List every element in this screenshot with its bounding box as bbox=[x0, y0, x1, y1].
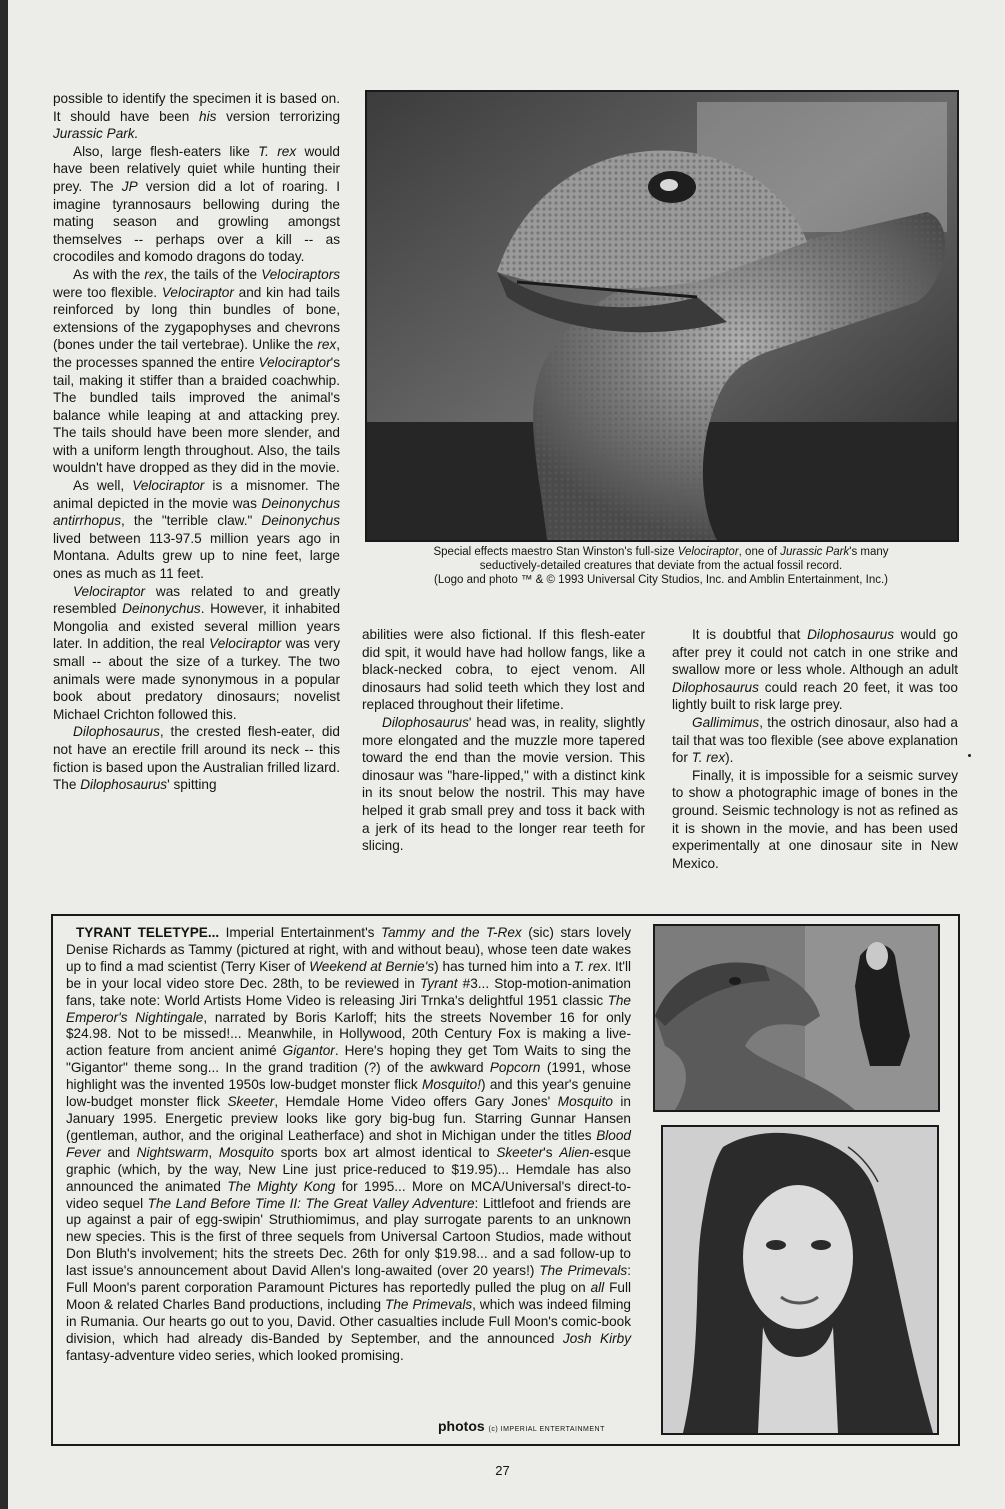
paragraph: Dilophosaurus' head was, in reality, slightly more elongated and the muzzle more tapered toward the end than the movie version. This dinosaur was "hare-lipped," with a distinct kink in its snout below the nostril. This may have helped it grab small prey and toss it back with a jerk of its head to the longer rear teeth for slicing. bbox=[362, 714, 645, 854]
photo-credit-owner: (c) IMPERIAL ENTERTAINMENT bbox=[488, 1426, 605, 1433]
denise-richards-portrait bbox=[661, 1125, 939, 1435]
tammy-trex-photo bbox=[653, 924, 940, 1112]
velociraptor-photo bbox=[365, 90, 959, 542]
tyrant-teletype-text bbox=[66, 925, 631, 1365]
paragraph: As with the rex, the tails of the Velociraptors were too flexible. Velociraptor and kin had tails reinforced by long thin bundles of bone, extensions of the zygapophyses and chevrons (bones under the tail vertebrae). Unlike the rex, the processes spanned the entire Velociraptor's tail, making it stiffer than a braided coachwhip. The bundled tails improved the animal's balance while leaping at and attacking prey. The tails should have been more slender, and with a uniform length throughout. Also, the tails wouldn't have dropped as they did in the movie. bbox=[53, 266, 341, 476]
paragraph: Gallimimus, the ostrich dinosaur, also had a tail that was too flexible (see above explanation for T. rex). bbox=[672, 714, 958, 766]
portrait-illustration bbox=[663, 1127, 937, 1433]
trex-with-woman-illustration bbox=[655, 926, 938, 1110]
article-column-1 bbox=[53, 90, 340, 794]
page-number: 27 bbox=[495, 1463, 510, 1478]
paragraph: possible to identify the specimen it is based on. It should have been his version terrorizing Jurassic Park. bbox=[53, 91, 341, 142]
paragraph: It is doubtful that Dilophosaurus would go after prey it could not catch in one strike and swallow more or less whole. Although an adult Dilophosaurus could reach 20 feet, it was too lightly built to risk large prey. bbox=[672, 627, 958, 713]
paragraph: abilities were also fictional. If this flesh-eater did spit, it would have had hollow fangs, like a black-necked cobra, to eject venom. All dinosaurs had solid teeth which they lost and replaced throughout their lifetime. bbox=[362, 627, 645, 713]
print-speck bbox=[968, 754, 971, 757]
photo-credit-label: photos bbox=[438, 1418, 485, 1434]
paragraph: Finally, it is impossible for a seismic survey to show a photographic image of bones in the ground. Seismic technology is not as refined as it is shown in the movie, and has been used experimentally at one dinosaur site in New Mexico. bbox=[672, 767, 958, 871]
caption-line: (Logo and photo ™ & © 1993 Universal City Studios, Inc. and Amblin Entertainment, Inc.) bbox=[433, 574, 889, 586]
article-column-2 bbox=[362, 626, 645, 855]
caption-line: seductively-detailed creatures that deviate from the actual fossil record. bbox=[479, 560, 843, 572]
article-column-3 bbox=[672, 626, 958, 872]
paragraph: Also, large flesh-eaters like T. rex would have been relatively quiet while hunting their prey. The JP version did a lot of roaring. I imagine tyrannosaurs bellowing during the mating season and growling amongst themselves -- perhaps over a kill -- as crocodiles and komodo dragons do today. bbox=[53, 143, 340, 265]
photo-caption bbox=[365, 545, 957, 587]
paragraph: As well, Velociraptor is a misnomer. The animal depicted in the movie was Deinonychus antirrhopus, the "terrible claw." Deinonychus lived between 113-97.5 million years ago in Montana. Adults grew up to nine feet, large ones as much as 11 feet. bbox=[53, 478, 340, 582]
paragraph: Velociraptor was related to and greatly resembled Deinonychus. However, it inhabited Mongolia and existed several million years later. In addition, the real Velociraptor was very small -- about the size of a turkey. The two animals were made synonymous in a popular book about predatory dinosaurs; novelist Michael Crichton followed this. bbox=[53, 583, 341, 722]
paragraph: TYRANT TELETYPE... Imperial Entertainment's Tammy and the T-Rex (sic) stars lovely Denise Richards as Tammy (pictured at right, with and without beau), whose teen date wakes up to find a mad scientist (Terry Kiser of Weekend at Bernie's) has turned him into a T. rex. It'll be in your local video store Dec. 28th, to be reviewed in Tyrant #3... Stop-motion-animation fans, take note: World Artists Home Video is releasing Jiri Trnka's delightful 1951 classic The Emperor's Nightingale, narrated by Boris Karloff; hits the streets November 16 for only $24.98. Not to be missed!... Meanwhile, in Hollywood, 20th Century Fox is making a live-action feature from ancient animé Gigantor. Here's hoping they get Tom Waits to sing the "Gigantor" theme song... In the grand tradition (?) of the awkward Popcorn (1991, whose highlight was the invented 1950s low-budget monster flick Mosquito!) and this year's genuine low-budget monster flick Skeeter, Hemdale Home Video offers Gary Jones' Mosquito in January 1995. Energetic preview looks like gory big-bug fun. Starring Gunnar Hansen (gentleman, author, and the original Leatherface) and shot in Michigan under the titles Blood Fever and Nightswarm, Mosquito sports box art almost identical to Skeeter's Alien-esque graphic (which, by the way, New Line just price-reduced to $19.95)... Hemdale has also announced the animated The Mighty Kong for 1995... More on MCA/Universal's direct-to-video sequel The Land Before Time II: The Great Valley Adventure: Littlefoot and friends are up against a pair of egg-swipin' Struthiomimus, and play surrogate parents to an unknown new species. This is the first of three sequels from Universal Cartoon Studios, made without Don Bluth's involvement; hits the streets Dec. 26th for only $19.98... and a sad follow-up to last issue's announcement about David Allen's long-awaited (over 20 years!) The Primevals: Full Moon's parent corporation Paramount Pictures has reportedly pulled the plug on all Full Moon & related Charles Band productions, including The Primevals, which was indeed filming in Rumania. Our hearts go out to you, David. Other casualties include Full Moon's comic-book division, which had already dis-Banded by September, and the announced Josh Kirby fantasy-adventure video series, which looked promising. bbox=[66, 925, 632, 1363]
caption-line: Special effects maestro Stan Winston's full-size Velociraptor, one of Jurassic Park's many bbox=[433, 546, 889, 558]
page-binding-edge bbox=[0, 0, 8, 1509]
photo-credit bbox=[438, 1418, 605, 1434]
paragraph: Dilophosaurus, the crested flesh-eater, did not have an erectile frill around its neck -- this fiction is based upon the Australian frilled lizard. The Dilophosaurus' spitting bbox=[53, 724, 340, 793]
velociraptor-illustration bbox=[367, 92, 957, 540]
